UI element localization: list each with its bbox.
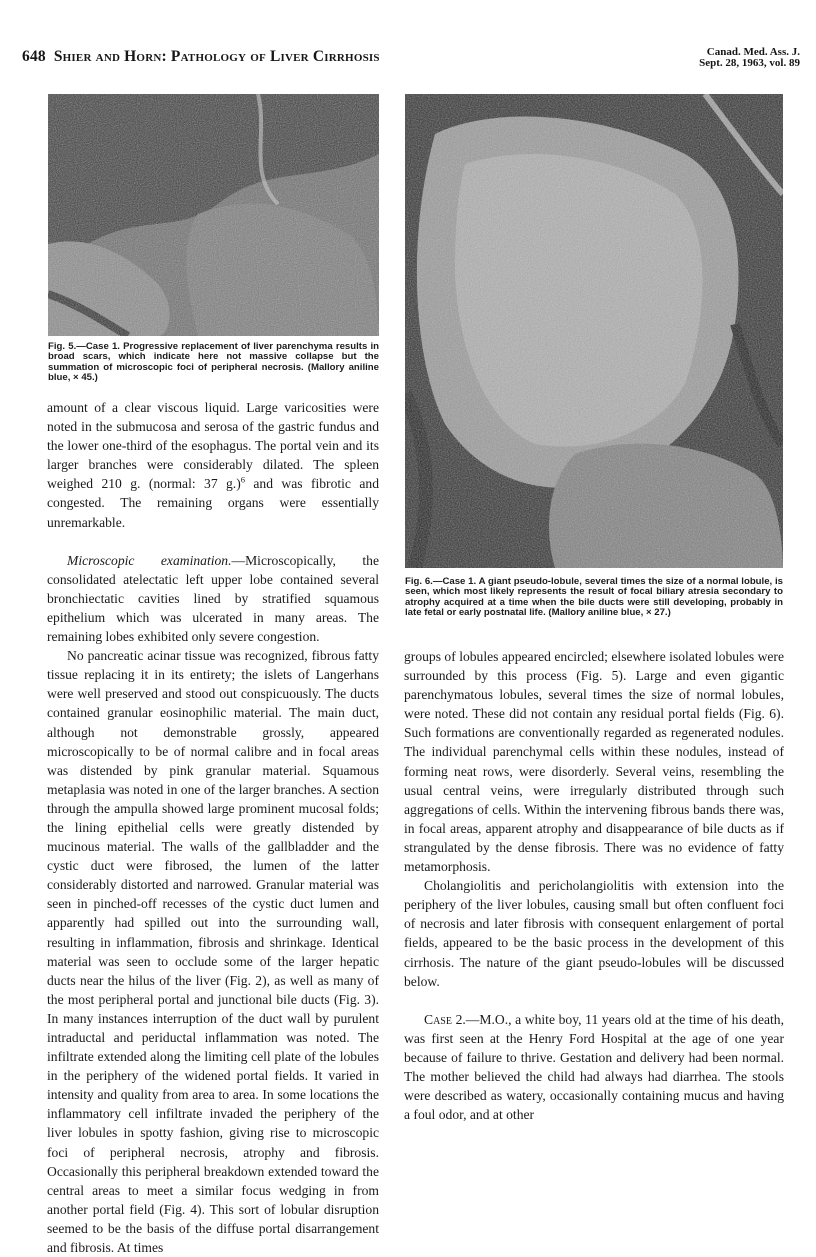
figure-6-caption xyxy=(405,577,783,619)
case-heading: Case 2. xyxy=(424,1011,466,1027)
paragraph: Microscopic examination.—Microscopically, the consolidated atelectatic left upper lobe contained several bronchiectatic cavities lined by stratified squamous epithelium which was ulcerated in many areas. The remaining lobes exhibited only severe congestion. xyxy=(47,552,379,645)
paragraph: Cholangiolitis and pericholangiolitis with extension into the periphery of the liver lobules, causing small but often confluent foci of necrosis and later fibrosis with consequent enlargement of portal fields, appeared to be the basic process in the development of this cirrhosis. The nature of the giant pseudo-lobules will be discussed below. xyxy=(404,878,784,989)
right-text-column xyxy=(404,647,784,1124)
journal-citation xyxy=(624,47,800,69)
figure-5-image xyxy=(48,94,379,336)
running-title: Shier and Horn: Pathology of Liver Cirrhosis xyxy=(53,48,380,65)
paragraph: amount of a clear viscous liquid. Large varicosities were noted in the submucosa and serosa of the gastric fundus and the lower one-third of the esophagus. The portal vein and its larger branches were considerably dilated. The spleen weighed 210 g. (normal: 37 g.)$^6$ and was fibrotic and congested. The remaining organs were essentially unremarkable. xyxy=(47,400,379,530)
paragraph: groups of lobules appeared encircled; elsewhere isolated lobules were surrounded by this process (Fig. 5). Large and even gigantic parenchymatous lobules, several times the size of normal lobules, were noted. These did not contain any residual portal fields (Fig. 6). Such formations are conventionally regarded as regenerated nodules. The individual parenchymal cells within these nodules, instead of forming neat rows, were disorderly. Several veins, resembling the usual central veins, were irregularly distributed through such aggregations of cells. Within the intervening fibrous bands there was, in focal areas, apparent atrophy and disappearance of bile ducts as if strangulated by the dense fibrosis. There was no evidence of fatty metamorphosis. xyxy=(404,649,784,875)
running-header xyxy=(22,48,380,66)
journal-name: Canad. Med. Ass. J. xyxy=(706,46,800,58)
section-heading: Microscopic examination. xyxy=(67,552,232,568)
left-text-column xyxy=(47,398,379,1257)
figure-6-image xyxy=(405,94,783,568)
journal-issue: Sept. 28, 1963, vol. 89 xyxy=(699,57,800,69)
figure-6-caption-text: —Case 1. A giant pseudo-lobule, several times the size of a normal lobule, is seen, which most likely represents the result of focal biliary atresia secondary to atrophy acquired at a time when the bile ducts were still developing, probably in late fetal or early postnatal life. (Mallory aniline blue, × 27.) xyxy=(405,576,783,619)
figure-6-label: Fig. 6. xyxy=(405,576,433,587)
figure-5-caption-text: —Case 1. Progressive replacement of liver parenchyma results in broad scars, which indicate here not massive collapse but the summation of microscopic foci of peripheral necrosis. (Mallory aniline blue, × 45.) xyxy=(48,341,380,384)
figure-5-caption xyxy=(48,342,379,384)
page-number: 648 xyxy=(22,48,46,65)
footnote-ref: 6 xyxy=(240,474,245,485)
figure-5-micrograph xyxy=(48,94,379,336)
paragraph: No pancreatic acinar tissue was recognized, fibrous fatty tissue replacing it in its entirety; the islets of Langerhans were well preserved and stood out conspicuously. The ducts contained granular eosinophilic material. The main duct, although not demonstrable grossly, appeared microscopically to be of normal calibre and in focal areas was distended by pink granular material. Squamous metaplasia was noted in one of the larger branches. A section through the ampulla showed large prominent mucosal folds; the lining epithelial cells were greatly distended by mucinous material. The walls of the gallbladder and the cystic duct were fibrosed, the lumen of the latter considerably distorted and narrowed. Granular material was seen in pinched-off recesses of the cystic duct lumen and apparently had spilled out into the surrounding wall, resulting in inflammation, fibrosis and shrinkage. Identical material was seen to occlude some of the larger hepatic ducts near the hilus of the liver (Fig. 2), as well as many of the most peripheral portal and junctional bile ducts (Fig. 3). In many instances interruption of the duct wall by purulent intraductal and periductal inflammation was noted. The infiltrate extended along the limiting cell plate of the lobules in the periphery of the widened portal fields. It varied in intensity and quality from area to area. In some locations the inflammatory cell infiltrate invaded the periphery of the liver lobules in spotty fashion, giving rise to microscopic foci of peripheral necrosis, atrophy and fibrosis. Occasionally this peripheral breakdown extended toward the central areas to meet a similar focus wedging in from another portal field (Fig. 4). This sort of lobular disruption seemed to be the basis of the diffuse portal disarrangement and fibrosis. At times xyxy=(47,648,379,1256)
paragraph: Case 2.—M.O., a white boy, 11 years old at the time of his death, was first seen at the Henry Ford Hospital at the age of one year because of failure to thrive. Gestation and delivery had been normal. The mother believed the child had always had diarrhea. The stools were described as watery, occasionally containing mucus and having a foul odor, and at other xyxy=(404,1011,784,1123)
figure-6-micrograph xyxy=(405,94,783,568)
figure-5-label: Fig. 5. xyxy=(48,341,77,352)
